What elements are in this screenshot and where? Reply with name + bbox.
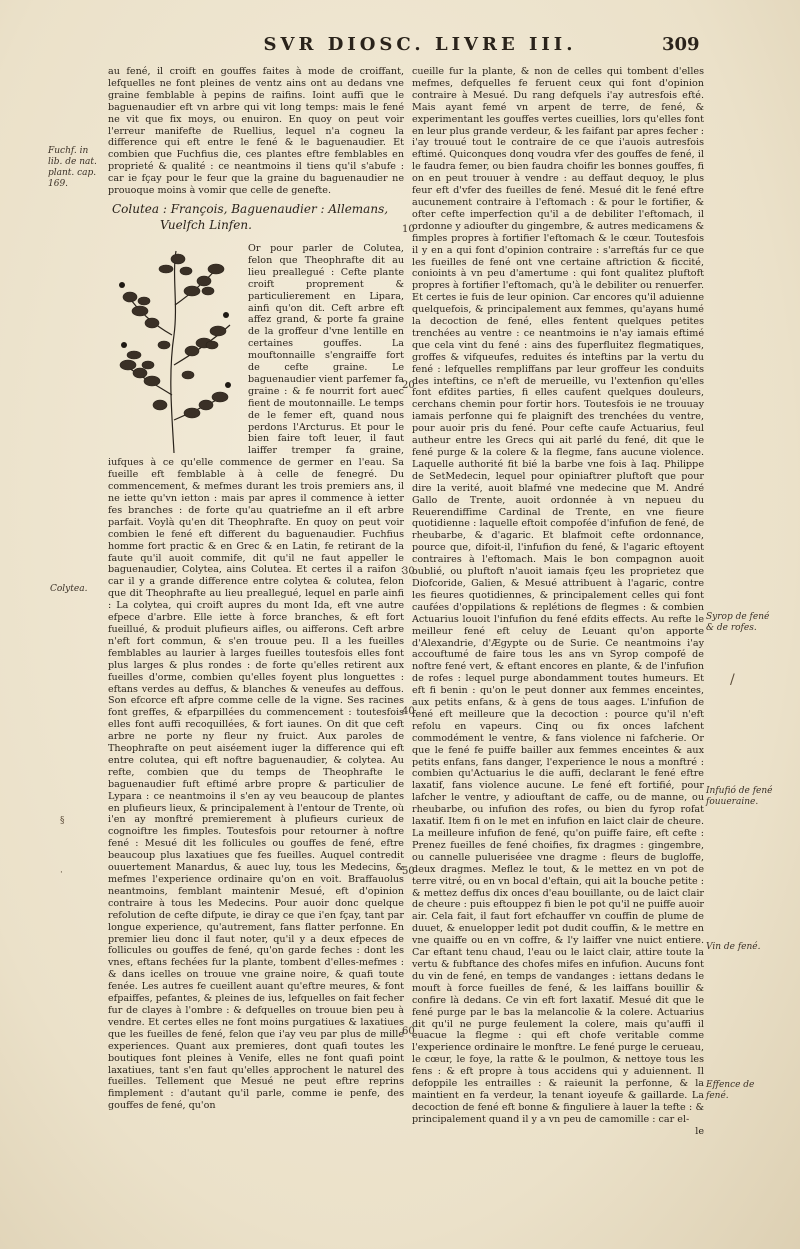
line-number: 30 [402,566,415,577]
page-number: 309 [662,34,700,55]
section-heading [112,201,404,233]
ink-mark: § [60,816,65,826]
margin-note-syrop: Syrop de fené & de rofes. [706,612,770,633]
catchword: le [695,1125,704,1137]
line-number: 10 [402,224,415,235]
margin-note-infusion: Infufió de fené fouueraine. [706,786,773,807]
line-number: 60 [402,1026,415,1037]
running-head: SVR DIOSC. LIVRE III. [263,34,577,55]
right-paragraph-1: cueille fur la plante, & non de celles qui tombent d'elles mefmes, defquelles fe feruent ceux qui font d'opinion contraire à Mesué. Du rang defquels i'ay autresfois efté. Mais ayant femé vn arpent de terre, de fené, & experimentant les gouffes vertes cueillies, lors qu'elles font en leur plus grande verdeur, & les faifant par apres fecher : i'ay trouué tout le contraire de ce que i'auois autresfois eftimé. Quiconques donq voudra vfer des gouffes de fené, il le faudra femer, ou bien faudra choifir les bonnes gouffes, fi on en peut trouuer à vendre : au deffaut dequoy, le plus feur eft d'vfer des fueilles de fené. Mesué dit le fené eftre aucunement contraire à l'eftomach : & pour le fortifier, & ofter cefte imperfection qu'il a de debiliter l'eftomach, il ordonne y adioufter du gingembre, & autres medicamens & fimples propres à fortifier l'eftomach & le cœur. Toutesfois il y en a qui font d'opinion contraire : s'arreftás fur ce que les fueilles de fené ont vne certaine aftriction & ficcité, conioints à vn peu d'amertume : qui font qualitez pluftoft propres à fortifier l'eftomach, qu'à le debiliter ou renuerfer. Et certes ie fuis de leur opinion. Car encores qu'il aduienne quelquefois, & principalement aux femmes, qu'ayans humé la decoction de fené, elles fentent quelques petites trenchées au ventre : ce neantmoins ie n'ay iamais eftimé que cela vint du fené : ains des fuperfluitez flegmatiques, groffes & vifqueufes, reduites és inteftins par la vertu du fené : lefquelles rempliffans par leur groffeur les conduits des inteftins, ce n'eft de merueille, vu l'extenfion qu'elles font efdites parties, fi elles caufent quelques douleurs, cerchans chemin pour fortir hors. Toutesfois ie ne trouuay iamais perfonne qui fe plaignift des trenchées du ventre, pour auoir pris du fené. Pour cefte caufe Actuarius, feul autheur entre les Grecs qui ait parlé du fené, dit que le fené purge & la colere & la flegme, fans aucune violence. Laquelle authorité fit bié la barbe vne fois à Iaq. Philippe de SetMedecin, lequel pour opiniaftrer pluftoft que pour dire la verité, auoit blafmé vne medecine que M. André Gallo de Trente, auoit ordonnée à vn nepueu du Reuerendiffime Cardinal de Trente, en vne fieure quotidienne : laquelle eftoit compofée d'infufion de fené, de rheubarbe, & d'agaric. Et blafmoit cefte ordonnance, pource que, difoit-il, l'infufion du fené, & l'agaric eftoyent contraires à l'eftomach. Mais le bon compagnon auoit oublié, ou pluftoft n'auoit iamais fçeu les proprietez que Diofcoride, Galien, & Mesué attribuent à l'agaric, contre les fieures quotidiennes, & principalement celles qui font caufées d'oppilations & replétions de flegmes : & combien Actuarius louoit l'infufion du fené efdits effects. Au refte le meilleur fené eft celuy de Leuant qu'on apporte d'Alexandrie, d'Ægypte ou de Surie. Ce neantmoins i'ay accouftumé de faire tous les ans vn Syrop compofé de noftre fené vert, & eftant encores en plante, & de l'infufion de rofes : lequel purge abondamment toutes humeurs. Et eft fi benin : qu'on le peut donner aux femmes enceintes, aux petits enfans, & à gens de tous aages. L'infufion de fené eft meilleure que la decoction : pource qu'il n'eft refolu en vapeurs. Cinq ou fix onces lafchent commodément le ventre, & fans violence ni fafcherie. Or que le fené fe puiffe bailler aux femmes enceintes & aux petits enfans, fans danger, l'experience le nous a monftré : combien qu'Actuarius le die auffi, declarant le fené eftre laxatif, fans violence aucune. Le fené eft fortifié, pour lafcher le ventre, y adiouftant de caffe, ou de manne, ou rheubarbe, ou infufion des rofes, ou bien du fyrop rofat laxatif. Item fi on le met en infufion en laict clair de cheure. La meilleure infufion de fené, qu'on puiffe faire, eft cefte : Prenez fueilles de fené choifies, fix dragmes : gingembre, ou cannelle pulueriséee vne dragme : fleurs de bugloffe, deux dragmes. Meflez le tout, & le mettez en vn pot de terre vitré, ou en vn bocal d'eftain, qui ait la bouche petite : & mettez deffus dix onces d'eau bouillante, ou de laict clair de cheure : puis eftouppez fi bien le pot qu'il ne puiffe auoir air. Cela fait, il faut fort efchauffer vn couffin de plume de duuet, & enuelopper ledit pot dudit couffin, & le mettre en vne quaiffe ou en vn coffre, & l'y laiffer vne nuict entiere. Car eftant tenu chaud, l'eau ou le laict clair, attire toute la vertu & fubftance des chofes mifes en infufion. Aucuns font du vin de fené, en temps de vandanges : iettans dedans le mouft à force fueilles de fené, & les laiffans bouillir & confire là dedans. Ce vin eft fort laxatif. Mesué dit que le fené purge par le bas la melancolie & la colere. Actuarius dit qu'il ne purge feulement la colere, mais qu'auffi il euacue la flegme : qui eft chofe veritable comme l'experience ordinaire le monftre. Le fené purge le cerueau, le cœur, le foye, la ratte & le poulmon, & nettoye tous les fens : & eft propre à tous accidens qui y aduiennent. Il defoppile les entrailles : & raieunit la perfonne, & la maintient en fa verdeur, la tenant ioyeufe & gaillarde. La decoction de fené eft bonne & finguliere à lauer la tefte : & principalement quand il y a vn peu de camomille : car el- [412,66,704,1125]
left-paragraph-2: Or pour parler de Colutea, felon que Theophrafte dit au lieu preallegué : Cefte plante croift proprement & particulierement en Lipara, ainfi qu'on dit. Ceft arbre eft affez grand, & porte fa graine de la groffeur d'vne lentille en certaines gouffes. La mouftonnaille s'engraiffe fort de cefte graine. Le baguenaudier vient parfemer fa graine : & fe nourrit fort auec fient de moutonnaille. Le temps de le femer eft, quand nous perdons l'Arcturus. Et pour le bien faire toft leuer, il faut laiffer tremper fa graine, iufques à ce qu'elle commence de germer en l'eau. Sa fueille eft femblable à à celle de fenegré. Du commencement, & mefmes durant les trois premiers ans, il ne iette qu'vn ietton : mais par apres il commence à ietter fes branches : de forte qu'au quatriefme an il eft arbre parfait. Voylà qu'en dit Theophrafte. En quoy on peut voir combien le fené eft different du baguenaudier. Fuchfius homme fort practic & en Grec & en Latin, fe retirant de la faute qu'il auoit commife, dit qu'il ne faut appeller le baguenaudier, Colytea, ains Colutea. Et certes il a raifon : car il y a grande difference entre colytea & colutea, felon que dit Theophrafte au lieu preallegué, lequel en parle ainfi : La colytea, qui croift aupres du mont Ida, eft vne autre efpece d'arbre. Elle iette à force branches, & eft fort fueillué, & produit plufieurs aifles, ou aifferons. Ceft arbre n'eft fort commun, & s'en trouue peu. Il a les fueilles femblables au laurier à larges fueilles toutesfois elles font plus larges & plus rondes : de forte qu'elles retirent aux fueilles d'orme, combien qu'elles foyent plus longuettes : eftans verdes au deffus, & blanches & veneufes au deffous. Son efcorce eft afpre comme celle de la vigne. Ses racines font greffes, & efparpillées du commencement : toutesfois elles font auffi recoquillées, & fort iaunes. On dit que ceft arbre ne porte ny fleur ny fruict. Aux paroles de Theophrafte on peut aiséement iuger la difference qui eft entre colutea, qui eft noftre baguenaudier, & colytea. Au refte, combien que du temps de Theophrafte le baguenaudier fuft eftimé arbre propre & particulier de Lypara : ce neantmoins il s'en ay veu beaucoup de plantes en plufieurs lieux, & principalement à l'entour de Trente, où i'en ay monftré premierement à plufieurs curieux de cognoiftre les fimples. Toutesfois pour retourner à noftre fené : Mesué dit les follicules ou gouffes de fené, eftre beaucoup plus laxatiues que fes fueilles. Auquel contredit ouuertement Manardus, & auec luy, tous les Medecins, & mefmes l'experience ordinaire qu'on en voit. Braffauolus neantmoins, femblant maintenir Mesué, eft d'opinion contraire à tous les Medecins. Pour auoir donc quelque refolution de cefte difpute, ie diray ce que i'en fçay, tant par longue experience, qu'autrement, fans flatter perfonne. En premier lieu donc il faut noter, qu'il y a deux efpeces de follicules ou gouffes de fené, qu'on garde feches : dont les vnes, eftans fechées fur la plante, tombent d'elles-mefmes : & dans icelles on trouue vne graine noire, & quafi toute fenée. Les autres fe cueillent auant qu'eftre meures, & font efpaiffes, pefantes, & pleines de ius, lefquelles on fait fecher fur de clayes à l'ombre : & defquelles on trouue bien peu à vendre. Et certes elles ne font moins purgatiues & laxatiues que les fueilles de fené, felon que i'ay veu par plus de mille experiences. Quant aux premieres, dont quafi toutes les boutiques font pleines à Venife, elles ne font quafi point laxatiues, tant s'en faut qu'elles approchent le naturel des fueilles. Tellement que Mesué ne peut eftre reprins fimplement : d'autant qu'il parle, comme ie penfe, des gouffes de fené, qu'on [108,242,404,1112]
section-heading-line-1: Colutea : François, Baguenaudier : Allemans, [112,201,389,216]
line-number: 40 [402,706,415,717]
margin-note-essence: Effence de fené. [706,1080,755,1101]
left-paragraph-1: au fené, il croift en gouffes faites à mode de croiffant, lefquelles ne font pleines de ventz ains ont au dedans vne graine femblable à pepins de raifins. Ioint auffi que le baguenaudier eft vn arbre qui vit long temps: mais le fené ne vit que fix moys, ou enuiron. En quoy on peut voir l'erreur manifefte de Ruellius, lequel n'a cogneu la difference qui eft entre le fené & le baguenaudier. Et combien que Fuchfius die, ces plantes eftre femblables en proprieté & qualité : ce neantmoins il tiens qu'il s'abufe : car ie fçay pour le feur que la graine du baguenaudier ne prouoque moins à vomir que celle de genefte. [108,66,404,197]
margin-note-vin: Vin de fené. [706,942,761,952]
margin-note-fuchs: Fuchf. in lib. de nat. plant. cap. 169. [48,146,97,189]
margin-note-colytea: Colytea. [50,584,88,594]
line-number: 20 [402,380,415,391]
ink-mark: / [730,672,735,688]
section-heading-line-2: Vuelfch Linfen. [160,217,252,232]
colutea-plant-icon [108,245,240,455]
ink-mark: · [60,868,63,878]
colutea-woodcut-illustration [108,245,240,455]
line-number: 50 [402,866,415,877]
right-column [412,66,704,1138]
left-column [108,66,404,1112]
